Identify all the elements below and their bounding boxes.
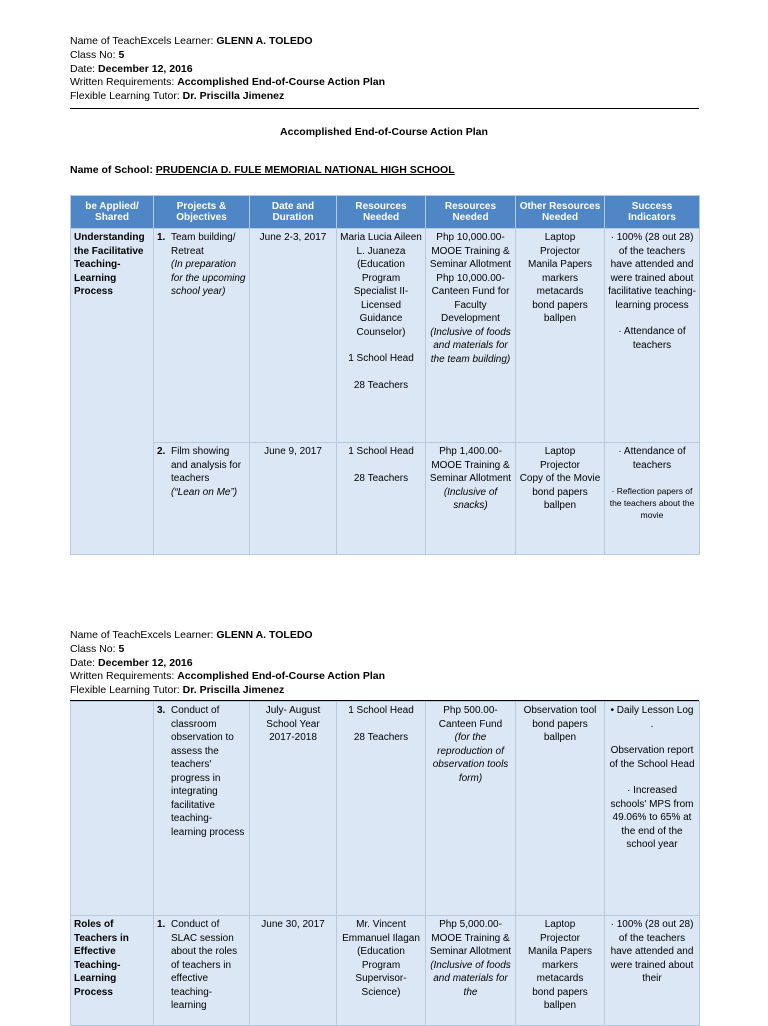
human-resources-cell: 1 School Head 28 Teachers	[337, 702, 426, 916]
document-title: Accomplished End-of-Course Action Plan	[280, 126, 488, 138]
date-cell: June 30, 2017	[250, 916, 337, 1026]
table-row	[71, 702, 700, 916]
date-line: Date: December 12, 2016	[70, 656, 193, 669]
learner-name: GLENN A. TOLEDO	[216, 629, 313, 641]
date-cell: June 9, 2017	[250, 443, 337, 555]
col-header-concept: be Applied/ Shared	[71, 196, 154, 229]
human-resources-cell: Mr. Vincent Emmanuel Ilagan (Education Program Supervisor-Science)	[337, 916, 426, 1026]
school-line: Name of School: PRUDENCIA D. FULE MEMORIAL NATIONAL HIGH SCHOOL	[70, 164, 455, 176]
success-indicators-cell: • Daily Lesson Log . Observation report of the School Head · Increased schools' MPS from 49.06% to 65% at the end of the school year	[605, 702, 700, 916]
financial-resources-cell: Php 500.00-Canteen Fund (for the reproduction of observation tools form)	[426, 702, 516, 916]
other-resources-cell: Laptop Projector Manila Papers markers metacards bond papers ballpen	[516, 916, 605, 1026]
success-indicators-cell: · 100% (28 out 28) of the teachers have attended and were trained about facilitative teaching-learning process · Attendance of teachers	[605, 229, 700, 443]
header-divider	[70, 108, 699, 109]
class-line: Class No: 5	[70, 642, 125, 655]
action-plan-table-2	[70, 701, 700, 1026]
project-cell: 3. Conduct of classroom observation to assess the teachers' progress in integrating facilitative teaching-learning process	[154, 702, 250, 916]
requirements-value: Accomplished End-of-Course Action Plan	[177, 76, 386, 89]
table-header-row	[71, 196, 700, 229]
tutor-name: Dr. Priscilla Jimenez	[182, 90, 285, 103]
school-name: PRUDENCIA D. FULE MEMORIAL NATIONAL HIGH SCHOOL	[155, 164, 455, 176]
col-header-financial-resources: Resources Needed	[426, 196, 516, 229]
col-header-projects: Projects & Objectives	[154, 196, 250, 229]
tutor-line: Flexible Learning Tutor: Dr. Priscilla Jimenez	[70, 90, 285, 103]
other-resources-cell: Laptop Projector Manila Papers markers metacards bond papers ballpen	[516, 229, 605, 443]
tutor-line: Flexible Learning Tutor: Dr. Priscilla Jimenez	[70, 684, 285, 697]
date-value: December 12, 2016	[98, 62, 193, 75]
concept-cell	[71, 702, 154, 916]
human-resources-cell: 1 School Head 28 Teachers	[337, 443, 426, 555]
table-row	[71, 443, 700, 555]
human-resources-cell: Maria Lucia Aileen L. Juaneza (Education Program Specialist II-Licensed Guidance Counselor) 1 School Head 28 Teachers	[337, 229, 426, 443]
project-cell: 1. Team building/ Retreat (In preparation for the upcoming school year)	[154, 229, 250, 443]
success-indicators-cell: · 100% (28 out 28) of the teachers have attended and were trained about their	[605, 916, 700, 1026]
financial-resources-cell: Php 5,000.00-MOOE Training & Seminar Allotment (Inclusive of foods and materials for the	[426, 916, 516, 1026]
requirements-line: Written Requirements: Accomplished End-of-Course Action Plan	[70, 670, 386, 683]
learner-name: GLENN A. TOLEDO	[216, 35, 313, 47]
col-header-success-indicators: Success Indicators	[605, 196, 700, 229]
other-resources-cell: Observation tool bond papers ballpen	[516, 702, 605, 916]
other-resources-cell: Laptop Projector Copy of the Movie bond papers ballpen	[516, 443, 605, 555]
action-plan-table-1	[70, 195, 700, 555]
tutor-name: Dr. Priscilla Jimenez	[182, 684, 285, 697]
learner-line: Name of TeachExcels Learner: GLENN A. TOLEDO	[70, 629, 313, 641]
col-header-date: Date and Duration	[250, 196, 337, 229]
project-cell: 1. Conduct of SLAC session about the roles of teachers in effective teaching-learning	[154, 916, 250, 1026]
date-line: Date: December 12, 2016	[70, 62, 193, 75]
table-row	[71, 916, 700, 1026]
class-line: Class No: 5	[70, 48, 125, 61]
requirements-line: Written Requirements: Accomplished End-of-Course Action Plan	[70, 76, 386, 89]
success-indicators-cell: · Attendance of teachers · Reflection papers of the teachers about the movie	[605, 443, 700, 555]
col-header-human-resources: Resources Needed	[337, 196, 426, 229]
financial-resources-cell: Php 1,400.00-MOOE Training & Seminar Allotment (Inclusive of snacks)	[426, 443, 516, 555]
financial-resources-cell: Php 10,000.00-MOOE Training & Seminar Allotment Php 10,000.00-Canteen Fund for Faculty Development (Inclusive of foods and materials for the team building)	[426, 229, 516, 443]
col-header-other-resources: Other Resources Needed	[516, 196, 605, 229]
concept-cell: Understanding the Facilitative Teaching-Learning Process	[71, 229, 154, 555]
project-cell: 2. Film showing and analysis for teachers (“Lean on Me”)	[154, 443, 250, 555]
header-block-2	[70, 629, 385, 698]
table-row	[71, 229, 700, 443]
learner-line: Name of TeachExcels Learner: GLENN A. TOLEDO	[70, 35, 313, 47]
concept-cell: Roles of Teachers in Effective Teaching-Learning Process	[71, 916, 154, 1026]
class-number: 5	[118, 48, 125, 61]
requirements-value: Accomplished End-of-Course Action Plan	[177, 670, 386, 683]
date-cell: July- August School Year 2017-2018	[250, 702, 337, 916]
class-number: 5	[118, 642, 125, 655]
date-value: December 12, 2016	[98, 656, 193, 669]
header-block-1	[70, 35, 385, 104]
date-cell: June 2-3, 2017	[250, 229, 337, 443]
